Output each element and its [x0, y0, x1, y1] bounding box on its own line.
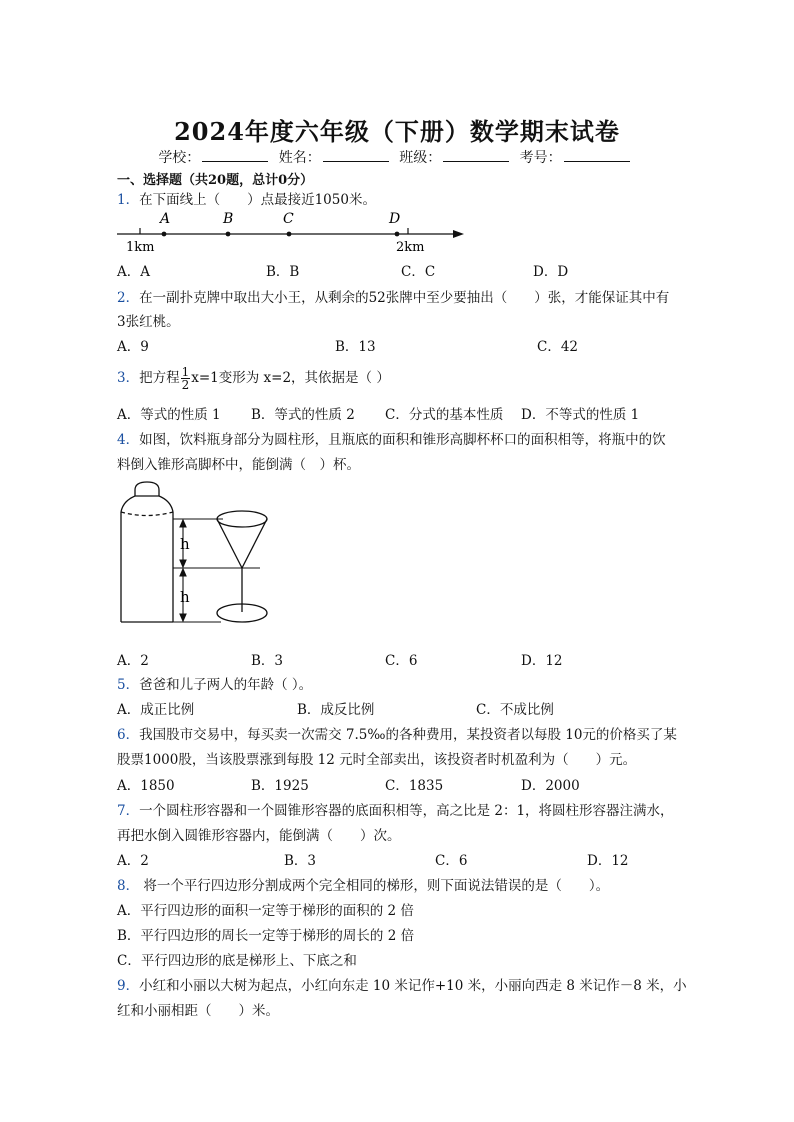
- q3-option-a[interactable]: A．等式的性质 1: [117, 407, 221, 423]
- question-3: [117, 360, 390, 396]
- school-label: 学校：: [158, 150, 201, 166]
- question-number: 6．: [117, 727, 140, 743]
- q4-option-b[interactable]: B．3: [251, 653, 284, 669]
- exam-no-blank[interactable]: [564, 148, 630, 162]
- q2-option-a[interactable]: A．9: [117, 339, 149, 355]
- q7-option-a[interactable]: A．2: [117, 853, 149, 869]
- question-text-line1: 如图，饮料瓶身部分为圆柱形，且瓶底的面积和锥形高脚杯杯口的面积相等，将瓶中的饮: [139, 432, 666, 448]
- label-a: A: [160, 211, 171, 227]
- q1-option-a[interactable]: A．A: [117, 264, 150, 280]
- q1-option-d[interactable]: D．D: [533, 264, 569, 280]
- q8-option-c[interactable]: C．平行四边形的底是梯形上、下底之和: [117, 953, 357, 969]
- q1-option-c[interactable]: C．C: [401, 264, 436, 280]
- q1-option-b[interactable]: B．B: [266, 264, 300, 280]
- q7-option-d[interactable]: D．12: [587, 853, 629, 869]
- q5-option-c[interactable]: C．不成比例: [476, 702, 554, 718]
- label-2km: 2km: [396, 240, 425, 255]
- label-b: B: [223, 211, 234, 227]
- page-title: 2024年度六年级（下册）数学期末试卷: [174, 117, 620, 146]
- fraction-numerator: 1: [181, 365, 190, 379]
- question-number: 3．: [117, 370, 140, 386]
- school-blank[interactable]: [202, 148, 268, 162]
- question-number: 7．: [117, 803, 140, 819]
- q8-option-a[interactable]: A．平行四边形的面积一定等于梯形的面积的 2 倍: [117, 903, 414, 919]
- class-blank[interactable]: [443, 148, 509, 162]
- fraction-one-half: [181, 366, 191, 391]
- question-5: [117, 673, 312, 693]
- q5-option-b[interactable]: B．成反比例: [297, 702, 375, 718]
- name-label: 姓名：: [278, 150, 321, 166]
- question-text-line2: 红和小丽相距（ ）米。: [117, 1003, 279, 1019]
- question-text-line2: 股票1000股，当该股票涨到每股 12 元时全部卖出，该投资者时机盈利为（ ）元。: [117, 752, 637, 768]
- q6-option-c[interactable]: C．1835: [385, 778, 444, 794]
- q3-option-c[interactable]: C．分式的基本性质: [385, 407, 504, 423]
- label-d: D: [389, 211, 401, 227]
- question-9: [117, 974, 687, 994]
- number-line-arrow: [453, 230, 464, 238]
- question-4: [117, 428, 666, 448]
- student-info-row: [0, 147, 794, 167]
- q2-option-b[interactable]: B．13: [335, 339, 376, 355]
- q4-option-d[interactable]: D．12: [521, 653, 563, 669]
- q6-option-a[interactable]: A．1850: [117, 778, 175, 794]
- name-blank[interactable]: [323, 148, 389, 162]
- q5-option-a[interactable]: A．成正比例: [117, 702, 195, 718]
- question-text-line1: 我国股市交易中，每买卖一次需交 7.5‰的各种费用，某投资者以每股 10元的价格买了某: [139, 727, 677, 743]
- q4-option-a[interactable]: A．2: [117, 653, 149, 669]
- label-c: C: [283, 211, 294, 227]
- exam-no-label: 考号：: [519, 150, 562, 166]
- question-number: 2．: [117, 290, 140, 306]
- bottle-and-goblet-figure: [115, 476, 275, 638]
- question-number: 5．: [117, 677, 140, 693]
- point-a: [162, 232, 167, 237]
- question-text-line1: 一个圆柱形容器和一个圆锥形容器的底面积相等，高之比是 2：1，将圆柱形容器注满水，: [139, 803, 674, 819]
- question-text: 将一个平行四边形分割成两个完全相同的梯形，则下面说法错误的是（ ）。: [139, 878, 610, 894]
- bottle-drawing: [121, 482, 173, 622]
- question-text-line1: 在一副扑克牌中取出大小王，从剩余的52张牌中至少要抽出（ ）张，才能保证其中有: [139, 290, 670, 306]
- q6-option-b[interactable]: B．1925: [251, 778, 309, 794]
- fraction-denominator: 2: [181, 378, 190, 392]
- q7-option-b[interactable]: B．3: [284, 853, 317, 869]
- question-text-line2: 料倒入锥形高脚杯中，能倒满（ ）杯。: [117, 457, 360, 473]
- q8-option-b[interactable]: B．平行四边形的周长一定等于梯形的周长的 2 倍: [117, 928, 415, 944]
- q3-option-d[interactable]: D．不等式的性质 1: [521, 407, 640, 423]
- point-d: [395, 232, 400, 237]
- question-number: 8．: [117, 878, 140, 894]
- question-text: 爸爸和儿子两人的年龄（ ）。: [139, 677, 313, 693]
- q7-option-c[interactable]: C．6: [435, 853, 468, 869]
- section-heading: 一、选择题（共20题，总计0分）: [117, 173, 314, 188]
- question-6: [117, 723, 677, 743]
- question-number: 4．: [117, 432, 140, 448]
- goblet-drawing: [217, 511, 267, 622]
- q2-option-c[interactable]: C．42: [537, 339, 579, 355]
- q4-option-c[interactable]: C．6: [385, 653, 418, 669]
- question-1: [117, 188, 376, 208]
- point-c: [287, 232, 292, 237]
- label-h-upper: h: [180, 535, 190, 553]
- question-text-line2: 再把水倒入圆锥形容器内，能倒满（ ）次。: [117, 828, 401, 844]
- question-number: 1．: [117, 192, 140, 208]
- point-b: [226, 232, 231, 237]
- q6-option-d[interactable]: D．2000: [521, 778, 580, 794]
- question-text: 在下面线上（ ）点最接近1050米。: [139, 192, 376, 208]
- q3-option-b[interactable]: B．等式的性质 2: [251, 407, 355, 423]
- question-number: 9．: [117, 978, 140, 994]
- question-text-pre: 把方程: [139, 370, 180, 386]
- question-text-line2: 3张红桃。: [117, 314, 180, 330]
- number-line-figure: [112, 206, 472, 258]
- class-label: 班级：: [399, 150, 442, 166]
- label-h-lower: h: [180, 588, 190, 606]
- label-1km: 1km: [126, 240, 155, 255]
- question-text-post: x=1变形为 x=2，其依据是（ ）: [191, 370, 390, 386]
- question-7: [117, 799, 674, 819]
- question-text-line1: 小红和小丽以大树为起点，小红向东走 10 米记作+10 米，小丽向西走 8 米记作－8 米，小: [139, 978, 687, 994]
- question-8: [117, 874, 609, 894]
- question-2: [117, 286, 669, 306]
